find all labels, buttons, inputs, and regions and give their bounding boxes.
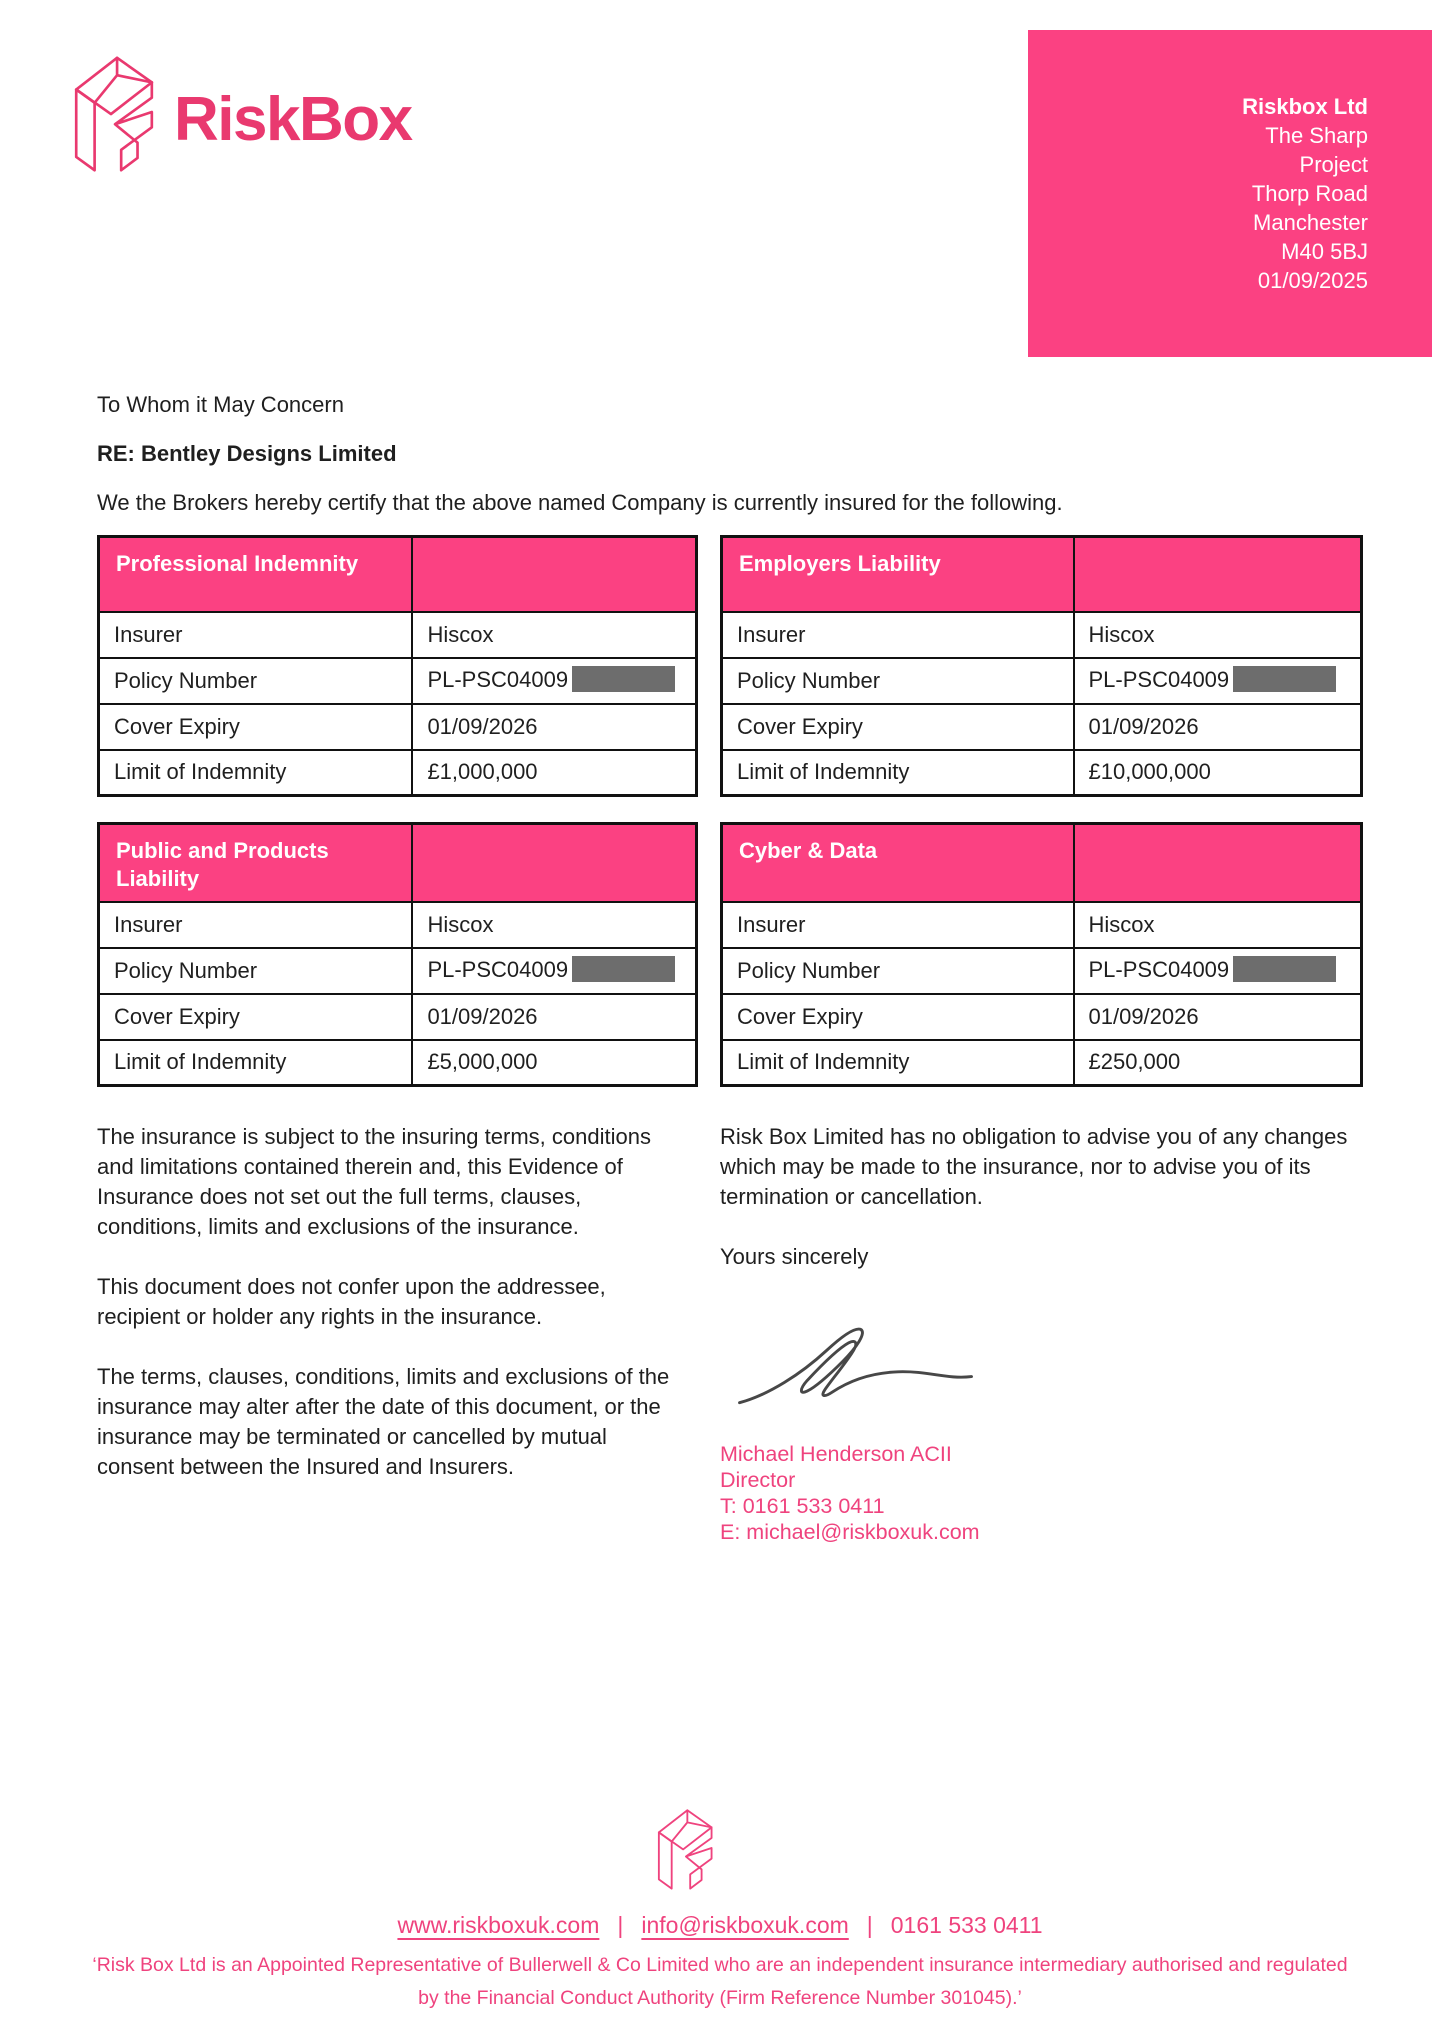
table-row [99, 750, 697, 796]
table-row [722, 902, 1362, 948]
sender-address-line: Thorp Road [1251, 181, 1368, 206]
row-value: 01/09/2026 [1074, 704, 1362, 750]
row-value: PL-PSC04009 [412, 948, 696, 994]
row-value: 01/09/2026 [412, 704, 696, 750]
table-row [722, 994, 1362, 1040]
table-title-spacer [1074, 537, 1362, 612]
table-title-spacer [412, 537, 696, 612]
row-value: PL-PSC04009 [1074, 658, 1362, 704]
paragraph: The insurance is subject to the insuring terms, conditions and limitations contained therein and, this Evidence of Insurance does not set out the full terms, clauses, conditions, limits and exclusions of the insurance. [97, 1124, 651, 1239]
row-label: Policy Number [99, 948, 413, 994]
row-label: Insurer [722, 902, 1074, 948]
footer-email-link[interactable]: info@riskboxuk.com [641, 1912, 849, 1938]
table-row [722, 1040, 1362, 1086]
table-row [99, 1040, 697, 1086]
row-label: Policy Number [722, 658, 1074, 704]
footer-logo-icon [649, 1801, 720, 1900]
footer-disclaimer: ‘Risk Box Ltd is an Appointed Representative of Bullerwell & Co Limited who are an independent insurance intermediary authorised and regulated by the Financial Conduct Authority (Firm Reference Number 301045).’ [92, 1954, 1348, 2009]
signatory-contact-block [720, 1441, 1348, 1545]
table-row [99, 948, 697, 994]
row-value: £10,000,000 [1074, 750, 1362, 796]
redaction-box [1233, 666, 1336, 692]
table-row [99, 612, 697, 658]
table-row [99, 704, 697, 750]
table-title-spacer [412, 824, 696, 902]
signature-image [726, 1302, 1348, 1433]
table-row [99, 994, 697, 1040]
row-value: 01/09/2026 [1074, 994, 1362, 1040]
policy-table-employers-liability [720, 535, 1363, 797]
table-row [722, 948, 1362, 994]
disclaimer-column-left [97, 1122, 689, 1512]
sender-address-line: M40 5BJ [1281, 239, 1368, 264]
policy-table-professional-indemnity [97, 535, 698, 797]
row-label: Cover Expiry [99, 994, 413, 1040]
closing-line: Yours sincerely [720, 1244, 869, 1269]
row-label: Policy Number [99, 658, 413, 704]
policy-table-cyber-data [720, 822, 1363, 1087]
letter-date: 01/09/2025 [1257, 268, 1368, 293]
footer-separator: | [617, 1912, 624, 1938]
redaction-box [572, 666, 675, 692]
row-value: £1,000,000 [412, 750, 696, 796]
paragraph: This document does not confer upon the addressee, recipient or holder any rights in the insurance. [97, 1274, 606, 1329]
signatory-phone: T: 0161 533 0411 [720, 1494, 885, 1518]
row-value: 01/09/2026 [412, 994, 696, 1040]
policy-table-public-products-liability [97, 822, 698, 1087]
table-title: Public and Products Liability [99, 824, 413, 902]
row-value: Hiscox [412, 902, 696, 948]
row-label: Cover Expiry [99, 704, 413, 750]
table-title-spacer [1074, 824, 1362, 902]
table-row [722, 704, 1362, 750]
signoff-column-right [720, 1122, 1348, 1545]
signatory-title: Director [720, 1468, 796, 1492]
row-label: Cover Expiry [722, 704, 1074, 750]
row-label: Limit of Indemnity [99, 1040, 413, 1086]
table-row [722, 658, 1362, 704]
handwritten-signature-icon [726, 1302, 1016, 1428]
sender-address-box [1028, 30, 1432, 357]
sender-address-line: Project [1299, 152, 1368, 177]
paragraph: The terms, clauses, conditions, limits and exclusions of the insurance may alter after the date of this document, or the insurance may be terminated or cancelled by mutual consent between the Insured and Insurers. [97, 1364, 670, 1479]
intro-line: We the Brokers hereby certify that the above named Company is currently insured for the following. [97, 490, 1063, 515]
row-value: Hiscox [412, 612, 696, 658]
footer-phone: 0161 533 0411 [890, 1912, 1043, 1938]
row-value: £250,000 [1074, 1040, 1362, 1086]
row-label: Limit of Indemnity [722, 750, 1074, 796]
row-label: Insurer [722, 612, 1074, 658]
riskbox-logo-icon [66, 44, 160, 180]
footer-separator: | [866, 1912, 873, 1938]
table-title: Professional Indemnity [99, 537, 413, 612]
row-label: Insurer [99, 612, 413, 658]
sender-address-line: Manchester [1253, 210, 1368, 235]
table-title: Employers Liability [722, 537, 1074, 612]
redaction-box [572, 956, 675, 982]
riskbox-logo [66, 44, 412, 180]
table-title: Cyber & Data [722, 824, 1074, 902]
row-label: Insurer [99, 902, 413, 948]
table-row [99, 658, 697, 704]
row-value: PL-PSC04009 [1074, 948, 1362, 994]
re-subject-line: RE: Bentley Designs Limited [97, 441, 397, 466]
salutation: To Whom it May Concern [97, 392, 344, 417]
row-value: £5,000,000 [412, 1040, 696, 1086]
table-row [99, 902, 697, 948]
logo-wordmark: RiskBox [174, 84, 412, 154]
row-value: Hiscox [1074, 612, 1362, 658]
sender-address-line: The Sharp [1265, 123, 1368, 148]
row-label: Cover Expiry [722, 994, 1074, 1040]
row-label: Policy Number [722, 948, 1074, 994]
row-label: Limit of Indemnity [99, 750, 413, 796]
signatory-name: Michael Henderson ACII [720, 1442, 952, 1466]
row-label: Limit of Indemnity [722, 1040, 1074, 1086]
sender-company: Riskbox Ltd [1242, 94, 1368, 119]
row-value: Hiscox [1074, 902, 1362, 948]
row-value: PL-PSC04009 [412, 658, 696, 704]
table-row [722, 612, 1362, 658]
redaction-box [1233, 956, 1336, 982]
table-row [722, 750, 1362, 796]
footer-links-row [0, 1912, 1440, 1939]
signatory-email: E: michael@riskboxuk.com [720, 1520, 980, 1544]
footer-website-link[interactable]: www.riskboxuk.com [397, 1912, 600, 1938]
paragraph: Risk Box Limited has no obligation to advise you of any changes which may be made to the insurance, nor to advise you of its termination or cancellation. [720, 1124, 1348, 1209]
